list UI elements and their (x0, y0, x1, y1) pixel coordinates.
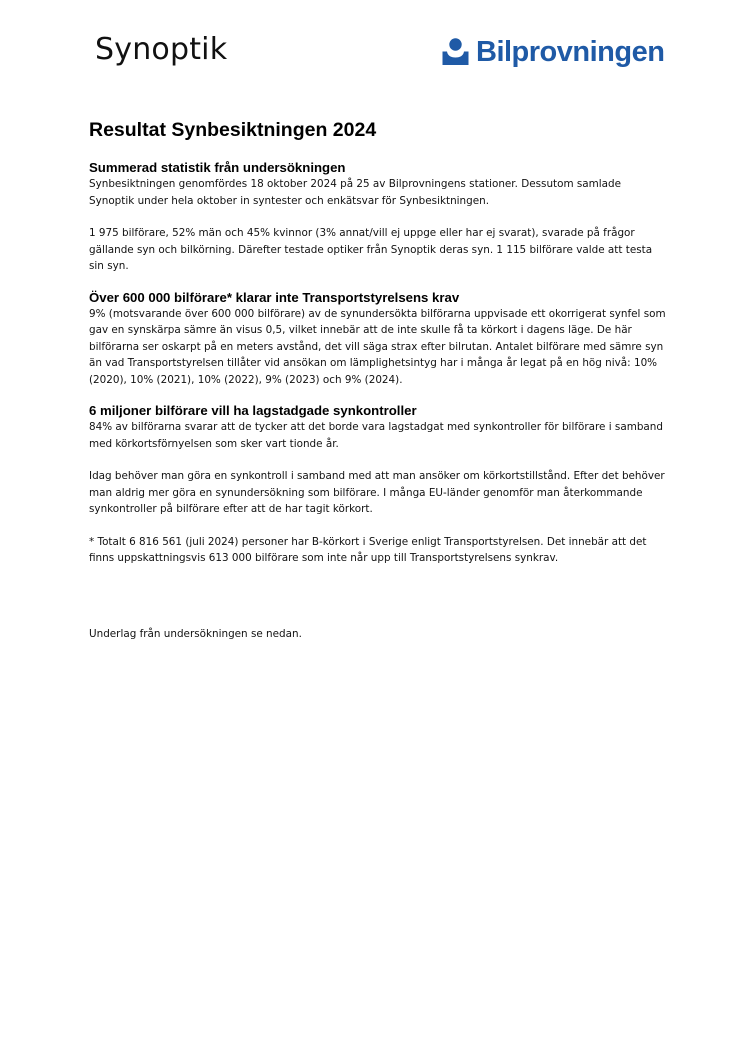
paragraph: 9% (motsvarande över 600 000 bilförare) av de synundersökta bilförarna uppvisade ett okorrigerat synfel som gav en synskärpa sämre än visus 0,5, vilket innebär att de inte skulle få ta körkort i dagens läge. De här bilförarna ser oskarpt på en meters avstånd, det vill säga strax efter bilrutan. Antalet bilförare med sämre syn än vad Transportstyrelsen tillåter vid ansökan om lämplighetsintyg har i många år legat på en hög nivå: 10% (2020), 10% (2021), 10% (2022), 9% (2023) och 9% (2024). (89, 307, 666, 386)
paragraph: 84% av bilförarna svarar att de tycker att det borde vara lagstadgat med synkontroller för bilförare i samband med körkortsförnyelsen som sker vart tionde år. (89, 421, 663, 450)
person-logo-icon (441, 37, 470, 67)
paragraph: Idag behöver man göra en synkontroll i samband med att man ansöker om körkortstillstånd. Efter det behöver man aldrig mer göra en synundersökning som bilförare. I många EU-länder genomför man återkommande synkontroller på bilförare efter att de har tagit körkort. (89, 470, 665, 515)
section-heading: 6 miljoner bilförare vill ha lagstadgade synkontroller (89, 403, 417, 418)
paragraph: Synbesiktningen genomfördes 18 oktober 2024 på 25 av Bilprovningens stationer. Dessutom samlade Synoptik under hela oktober in syntester och enkätsvar för Synbesiktningen. (89, 178, 622, 207)
section-heading: Summerad statistik från undersökningen (89, 160, 346, 175)
bilprovningen-wordmark: Bilprovningen (476, 35, 665, 68)
closing-note: Underlag från undersökningen se nedan. (89, 628, 302, 640)
synoptik-logo: Synoptik (95, 32, 228, 67)
section-statistics (89, 160, 669, 275)
paragraph: 1 975 bilförare, 52% män och 45% kvinnor (3% annat/vill ej uppge eller har ej svarat), svarade på frågor gällande syn och bilkörning. Därefter testade optiker från Synoptik deras syn. 1 115 bilförare valde att testa sin syn. (89, 227, 653, 272)
bilprovningen-logo (441, 37, 664, 67)
section-mandatory-checks (89, 403, 669, 567)
document-body (89, 118, 669, 582)
section-requirements (89, 290, 669, 389)
section-heading: Över 600 000 bilförare* klarar inte Transportstyrelsens krav (89, 289, 460, 305)
page-title: Resultat Synbesiktningen 2024 (89, 119, 377, 141)
footnote: * Totalt 6 816 561 (juli 2024) personer har B-körkort i Sverige enligt Transportstyrelsen. Det innebär att det finns uppskattningsvis 613 000 bilförare som inte når upp till Transportstyrelsens synkrav. (89, 535, 647, 564)
